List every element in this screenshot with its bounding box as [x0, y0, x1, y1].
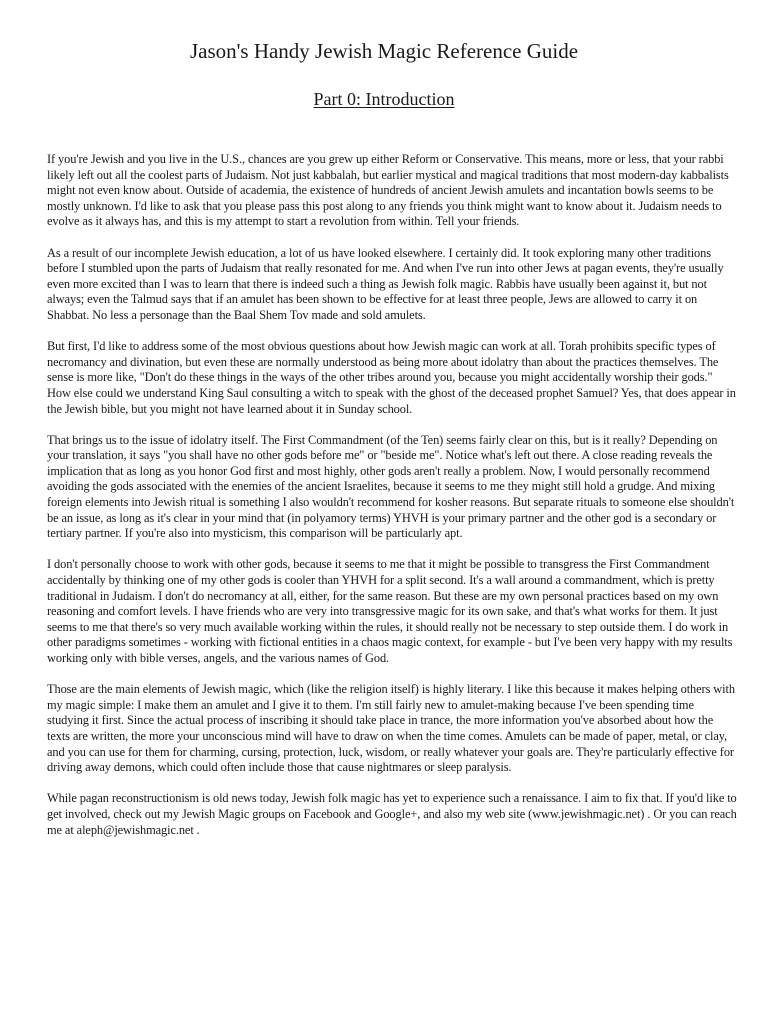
section-heading-text: Part 0: Introduction: [313, 89, 455, 109]
paragraph-6: Those are the main elements of Jewish magic, which (like the religion itself) is highly literary. I like this because it makes helping others with my magic simple: I make them an amulet and I give it to them. I'm still fairly new to amulet-making because I've been spending time studying it first. Since the actual process of inscribing it should take place in trance, the more information you've absorbed about how the texts are written, the more your unconscious mind will have to draw on when the time comes. Amulets can be made of paper, metal, or clay, and you can use for them for charming, cursing, protection, luck, wisdom, or really whatever your goals are. They're particularly effective for driving away demons, which could often include those that cause nightmares or sleep paralysis.: [47, 682, 735, 775]
paragraph-3: But first, I'd like to address some of the most obvious questions about how Jewish magic can work at all. Torah prohibits specific types of necromancy and divination, but even these are normally understood as being more about idolatry than about the practices themselves. The sense is more like, "Don't do these things in the ways of the other tribes around you, because you might accidentally worship their gods." How else could we understand King Saul consulting a witch to speak with the ghost of the deceased prophet Samuel? Yes, that does appear in the Jewish bible, but you might not have learned about it in Sunday school.: [47, 339, 736, 416]
paragraph-4: That brings us to the issue of idolatry itself. The First Commandment (of the Ten) seems fairly clear on this, but is it really? Depending on your translation, it says "you shall have no other gods before me" or "beside me". Notice what's left out there. A close reading reveals the implication that as long as you honor God first and most highly, other gods aren't really a problem. Now, I would personally recommend avoiding the gods associated with the enemies of the ancient Israelites, because it seems to me they might still hold a grudge. And mixing foreign elements into Jewish ritual is something I also wouldn't recommend for kosher reasons. But separate rituals to someone else shouldn't be an issue, as long as it's clear in your mind that (in polyamory terms) YHVH is your primary partner and the other god is a secondary or tertiary partner. If you're also into mysticism, this comparison will be particularly apt.: [47, 432, 735, 541]
paragraph-2: As a result of our incomplete Jewish education, a lot of us have looked elsewhere. I certainly did. It took exploring many other traditions before I stumbled upon the parts of Judaism that really resonated for me. And when I've run into other Jews at pagan events, they're usually even more excited than I was to learn that there is indeed such a thing as Jewish folk magic. Rabbis have usually been against it, but not always; even the Talmud says that if an amulet has been shown to be effective for at least three people, Jews are allowed to carry it on Shabbat. No less a personage than the Baal Shem Tov made and sold amulets.: [47, 245, 724, 322]
paragraph-1: If you're Jewish and you live in the U.S., chances are you grew up either Reform or Conservative. This means, more or less, that your rabbi likely left out all the coolest parts of Judaism. Not just kabbalah, but earlier mystical and magical traditions that most modern-day kabbalists might not even know about. Outside of academia, the existence of hundreds of ancient Jewish amulets and incantation bowls seems to be mostly unknown. I'd like to ask that you please pass this post along to any friends you think might want to know about it. Judaism needs to evolve as it always has, and this is my attempt to start a revolution from within. Tell your friends.: [47, 152, 729, 229]
section-heading: [0, 88, 768, 110]
document-title: Jason's Handy Jewish Magic Reference Guide: [189, 39, 579, 63]
document-body: [47, 152, 737, 854]
paragraph-7: While pagan reconstructionism is old news today, Jewish folk magic has yet to experience such a renaissance. I aim to fix that. If you'd like to get involved, check out my Jewish Magic groups on Facebook and Google+, and also my web site (www.jewishmagic.net) . Or you can reach me at aleph@jewishmagic.net .: [47, 791, 737, 837]
paragraph-5: I don't personally choose to work with other gods, because it seems to me that it might be possible to transgress the First Commandment accidentally by thinking one of my other gods is cooler than YHVH for a split second. It's a wall around a commandment, which is pretty traditional in Judaism. I don't do necromancy at all, either, for the same reason. But these are my own personal practices based on my own reasoning and comfort levels. I have friends who are very into transgressive magic for its own sake, and that's what works for them. It just seems to me that there's so very much available working within the rules, it should really not be necessary to step outside them. I do work in other paradigms sometimes - working with fictional entities in a chaos magic context, for example - but I've been very happy with my results working only with bible verses, angels, and the various names of God.: [47, 557, 733, 665]
